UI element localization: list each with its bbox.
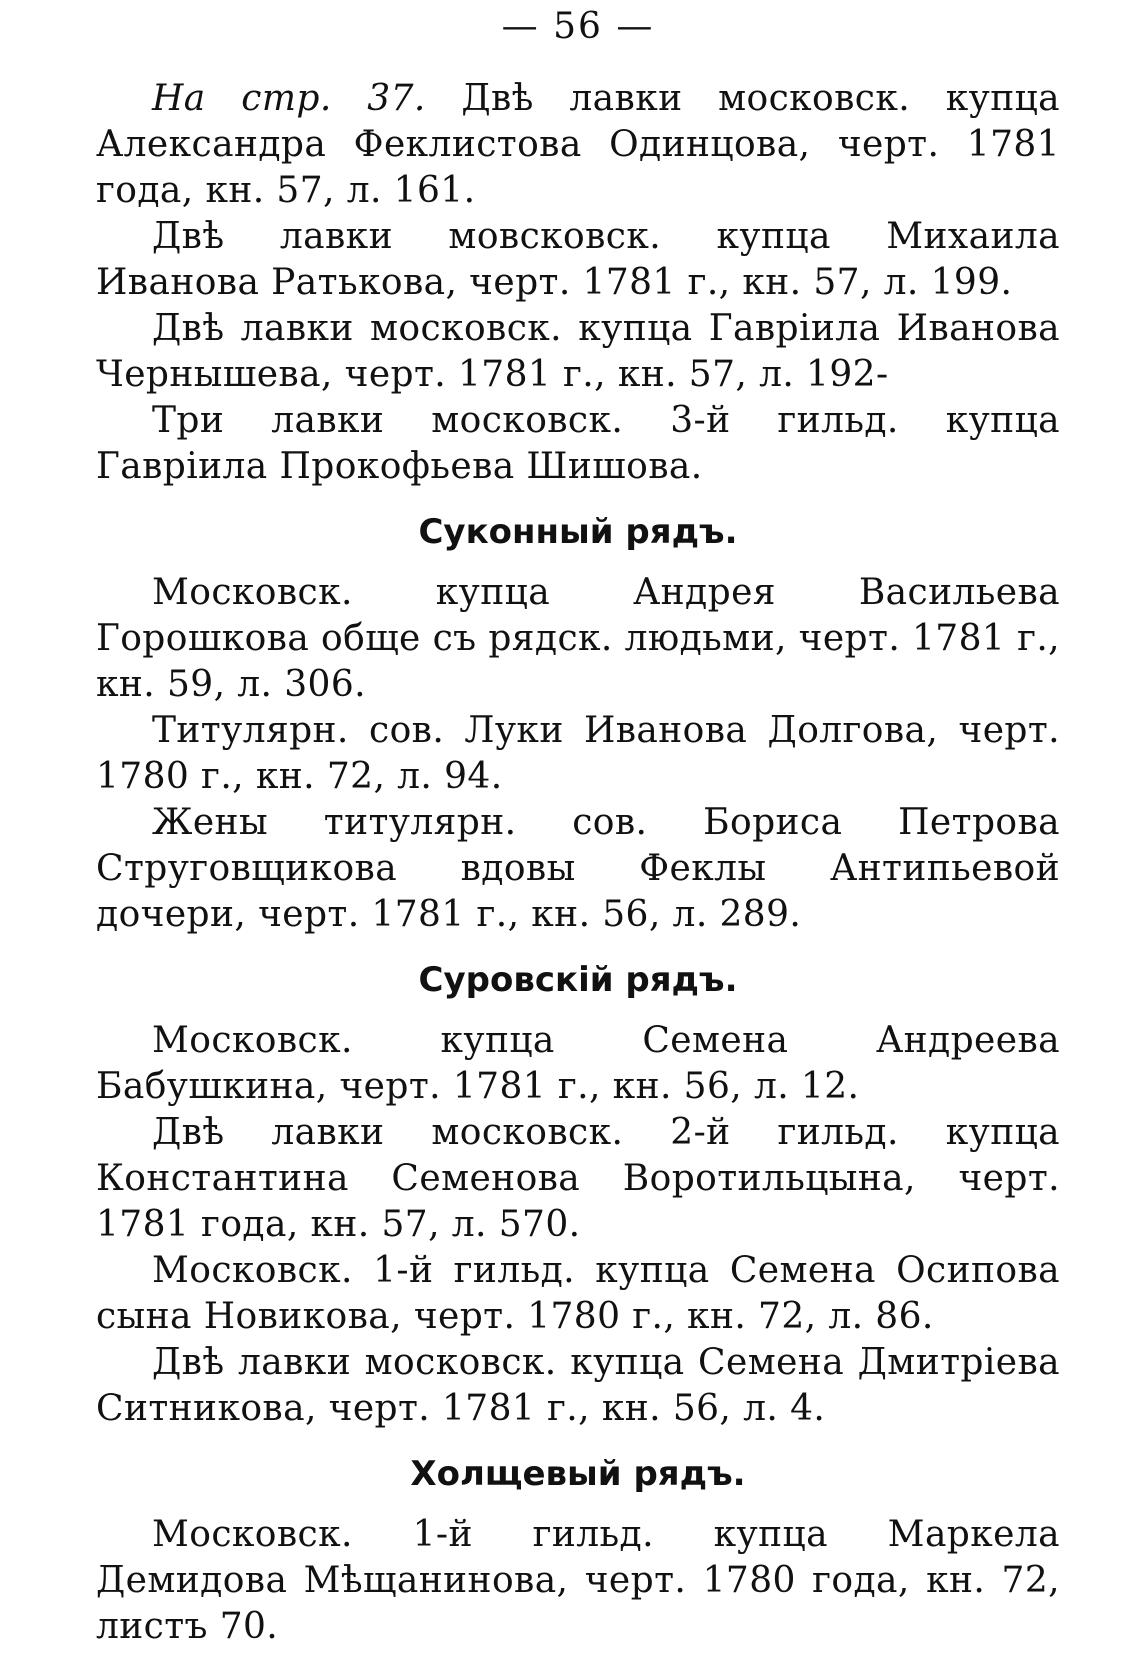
entry-text: Двѣ лавки московск. купца Семена Дмитріева Ситникова, черт. 1781 г., кн. 56, л. 4. [96,1342,1060,1429]
entry [96,708,1060,800]
section-kholshchevy [96,1452,1060,1650]
entry [96,1248,1060,1340]
entry [96,76,1060,214]
entry-text: Московск. 1-й гильд. купца Маркела Демидова Мѣщанинова, черт. 1780 года, кн. 72, листъ 70. [96,1514,1060,1647]
section-heading: Суровскій рядъ. [418,960,738,1000]
entry-text: Двѣ лавки московск. 2-й гильд. купца Константина Семенова Воротильцына, черт. 1781 года, кн. 57, л. 570. [96,1112,1060,1245]
entry [96,1110,1060,1248]
entry-text: Жены титулярн. сов. Бориса Петрова Струговщикова вдовы Феклы Антипьевой дочери, черт. 1781 г., кн. 56, л. 289. [96,802,1060,935]
section-heading: Суконный рядъ. [418,512,738,552]
section-continuation [96,76,1060,490]
entry [96,570,1060,708]
entry-text: Титулярн. сов. Луки Иванова Долгова, черт. 1780 г., кн. 72, л. 94. [96,710,1060,797]
entry [96,398,1060,490]
entry-list [96,76,1060,490]
entry-list [96,570,1060,938]
page-reference: На стр. 37. [152,78,426,119]
entry-text: Двѣ лавки мовсковск. купца Михаила Иванова Ратькова, черт. 1781 г., кн. 57, л. 199. [96,216,1060,303]
section-surovsky [96,958,1060,1432]
entry-text: Три лавки московск. 3-й гильд. купца Гавріила Прокофьева Шишова. [96,400,1060,487]
entry [96,800,1060,938]
entry-list [96,1512,1060,1650]
entry [96,214,1060,306]
page-number: — 56 — [501,6,655,47]
section-heading: Холщевый рядъ. [410,1454,746,1494]
entry-list [96,1018,1060,1432]
entry [96,1512,1060,1650]
entry [96,1340,1060,1432]
entry-text: Двѣ лавки московск. купца Гавріила Иванова Чернышева, черт. 1781 г., кн. 57, л. 192- [96,308,1060,395]
entry-text: Московск. 1-й гильд. купца Семена Осипова сына Новикова, черт. 1780 г., кн. 72, л. 86. [96,1250,1060,1337]
entry-text: Московск. купца Андрея Васильева Горошкова обще съ рядск. людьми, черт. 1781 г., кн. 59, л. 306. [96,572,1061,705]
entry [96,1018,1060,1110]
section-sukonny [96,510,1060,938]
entry-text: Двѣ лавки московск. купца Александра Феклистова Одинцова, черт. 1781 года, кн. 57, л. 161. [96,78,1061,211]
entry [96,306,1060,398]
entry-text: Московск. купца Семена Андреева Бабушкина, черт. 1781 г., кн. 56, л. 12. [96,1020,1060,1107]
